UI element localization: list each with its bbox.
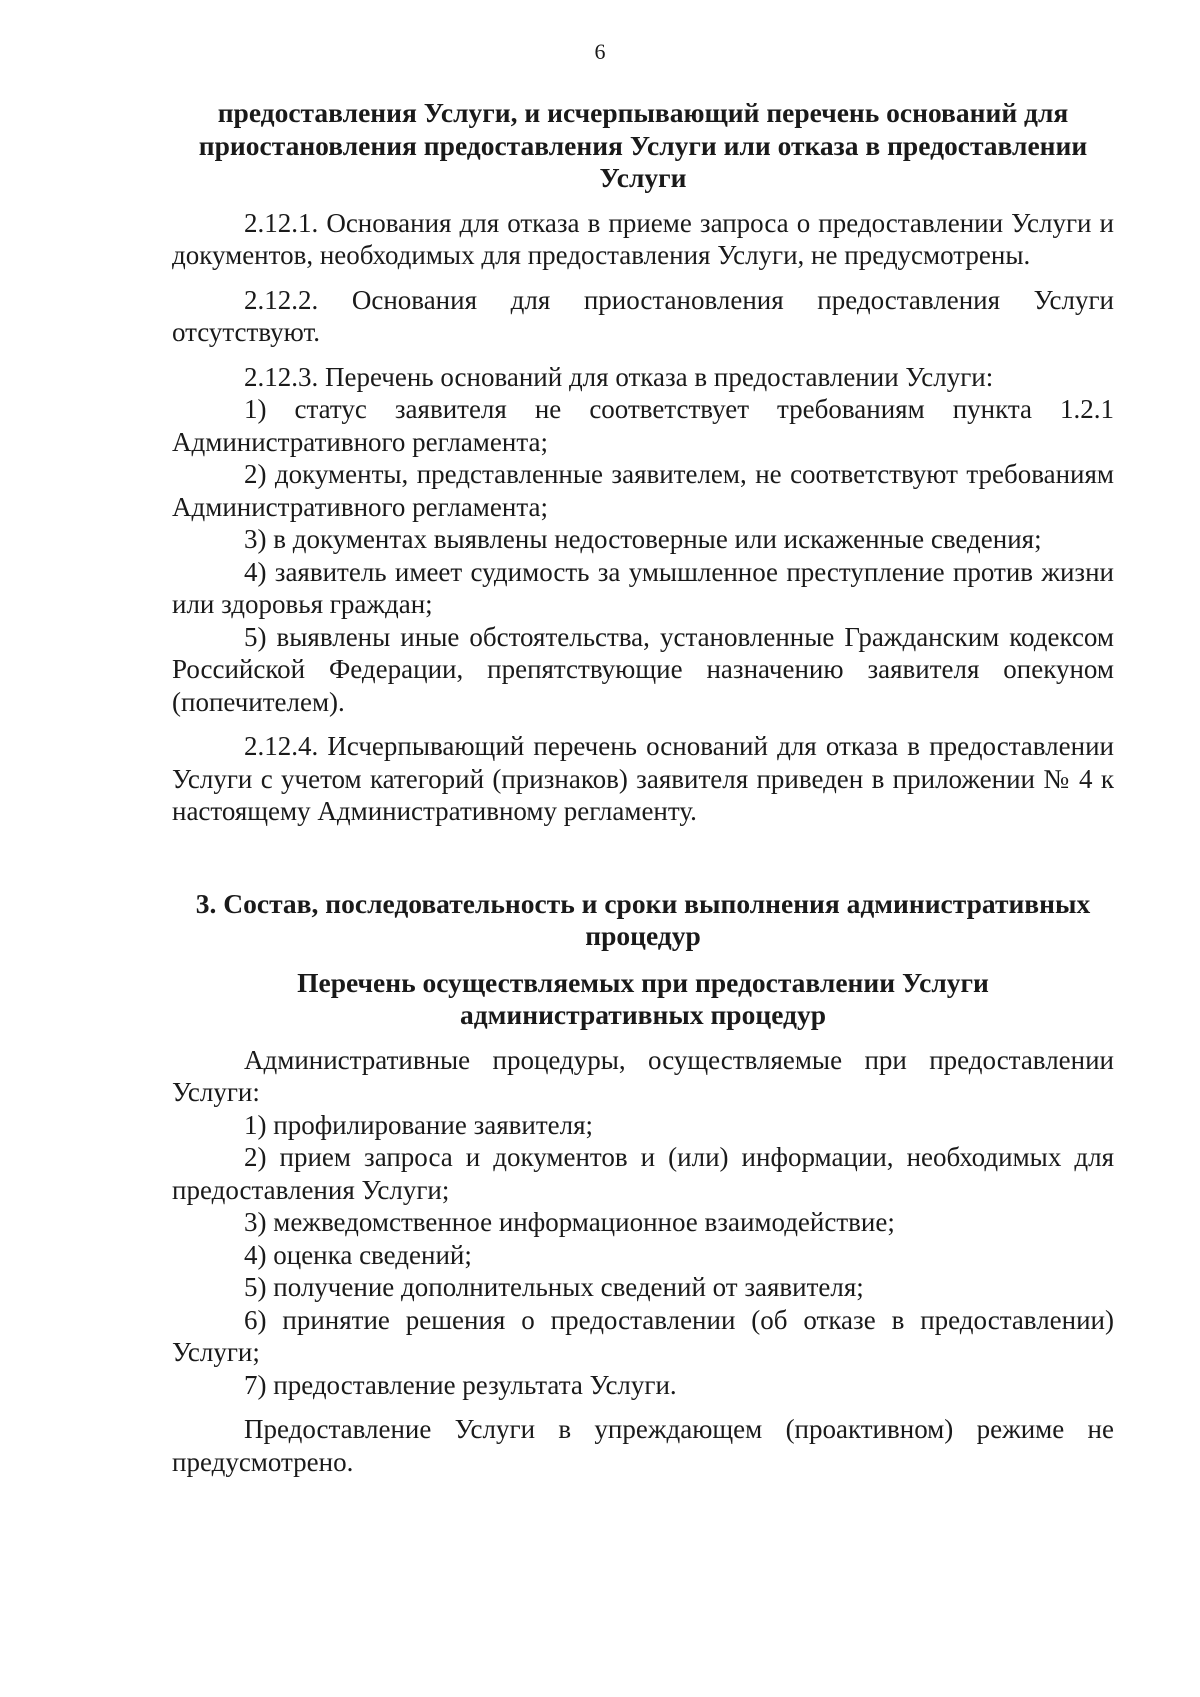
procedure-item-5: 5) получение дополнительных сведений от заявителя; [244,1272,864,1302]
paragraph-2-12-3: 2.12.3. Перечень оснований для отказа в предоставлении Услуги: [244,361,994,392]
section-3-subtitle: Перечень осуществляемых при предоставлении Услуги административных процедур [297,966,989,1030]
section-3-title: 3. Состав, последовательность и сроки выполнения административных процедур [195,887,1091,951]
procedure-item-7: 7) предоставление результата Услуги. [244,1369,677,1400]
procedure-item-3: 3) межведомственное информационное взаимодействие; [244,1207,895,1237]
refusal-item-2: 2) документы, представленные заявителем, не соответствуют требованиям Административного регламента; [172,459,1114,522]
refusal-item-5: 5) выявлены иные обстоятельства, установленные Гражданским кодексом Российской Федерации, препятствующие назначению заявителя опекуном (попечителем). [172,621,1114,717]
procedure-item-1: 1) профилирование заявителя; [244,1109,594,1140]
paragraph-2-12-1: 2.12.1. Основания для отказа в приеме запроса о предоставлении Услуги и документов, необходимых для предоставления Услуги, не предусмотрены. [172,207,1114,270]
refusal-item-3: 3) в документах выявлены недостоверные или искаженные сведения; [244,524,1042,554]
page-number: 6 [594,39,606,64]
refusal-item-4: 4) заявитель имеет судимость за умышленное преступление против жизни или здоровья граждан; [172,556,1114,619]
refusal-item-1: 1) статус заявителя не соответствует требованиям пункта 1.2.1 Административного регламента; [172,394,1114,457]
paragraph-2-12-4: 2.12.4. Исчерпывающий перечень оснований для отказа в предоставлении Услуги с учетом категорий (признаков) заявителя приведен в приложении № 4 к настоящему Административному регламенту. [172,731,1114,826]
procedure-item-6: 6) принятие решения о предоставлении (об отказе в предоставлении) Услуги; [172,1304,1114,1367]
document-body [172,97,1114,1478]
paragraph-2-12-2: 2.12.2. Основания для приостановления предоставления Услуги отсутствуют. [172,284,1114,347]
section-heading-continuation: предоставления Услуги, и исчерпывающий перечень оснований для приостановления предоставления Услуги или отказа в предоставлении Услуги [198,97,1088,193]
procedure-item-4: 4) оценка сведений; [244,1239,472,1270]
proactive-mode-note: Предоставление Услуги в упреждающем (проактивном) режиме не предусмотрено. [172,1414,1114,1477]
procedures-intro: Административные процедуры, осуществляемые при предоставлении Услуги: [172,1044,1114,1107]
procedure-item-2: 2) прием запроса и документов и (или) информации, необходимых для предоставления Услуги; [172,1142,1114,1205]
